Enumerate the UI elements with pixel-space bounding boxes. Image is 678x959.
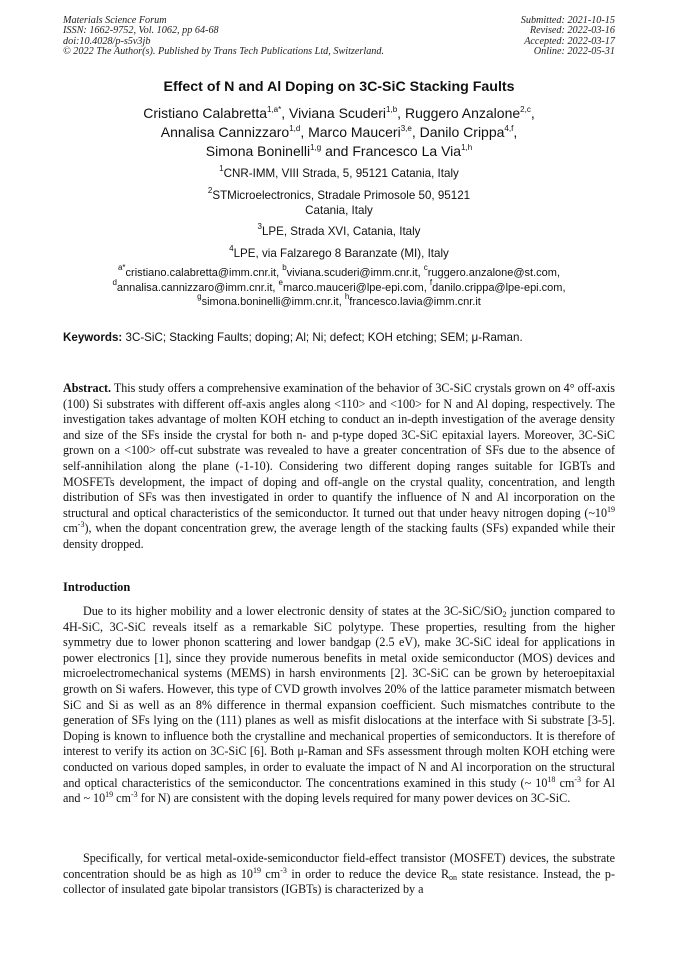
email-link[interactable]: ruggero.anzalone@st.com,	[427, 267, 561, 279]
intro-sup: 19	[252, 865, 261, 875]
abstract-paragraph	[63, 381, 615, 553]
keywords-label: Keywords:	[63, 331, 123, 344]
intro-text: for Al and ~ 10	[63, 775, 615, 806]
journal-name: Materials Science Forum	[63, 15, 167, 26]
email-sup: b	[282, 263, 287, 272]
affil-number: 1	[219, 164, 224, 173]
email-link[interactable]: francesco.lavia@imm.cnr.it	[349, 296, 481, 309]
abstract-sup: 19	[607, 504, 615, 514]
author-separator: ,	[397, 105, 405, 121]
affiliation-2	[0, 186, 678, 218]
author-name: Ruggero Anzalone	[404, 105, 521, 121]
author-affil-sup: 4,f	[504, 124, 514, 134]
author-separator: ,	[411, 124, 420, 141]
author-name: Cristiano Calabretta	[143, 105, 267, 121]
email-line	[0, 263, 678, 281]
doi-line[interactable]: doi:10.4028/p-s5v3jb	[63, 35, 151, 47]
affil-line	[0, 186, 678, 204]
author-affil-sup: 1,h	[461, 143, 473, 153]
author-name: Francesco La Via	[352, 143, 462, 160]
email-sup: h	[344, 292, 350, 302]
affiliation-4	[0, 244, 678, 262]
affil-text: LPE, via Falzarego 8 Baranzate (MI), Italy	[233, 247, 449, 260]
intro-text: in order to reduce the device R	[286, 866, 450, 881]
author-name: Danilo Crippa	[419, 124, 505, 141]
affiliation-1	[0, 164, 678, 182]
copyright-line: © 2022 The Author(s). Published by Trans Tech Publications Ltd, Switzerland.	[63, 46, 385, 58]
affil-number: 4	[229, 244, 234, 253]
author-name: Simona Boninelli	[205, 143, 311, 160]
intro-sub: on	[449, 872, 458, 882]
author-line-1	[0, 104, 678, 123]
intro-text: junction compared to 4H-SiC, 3C-SiC reveals itself as a remarkable SiC polytype. These properties, resulting from the higher symmetry due to lower phonon scattering and lower bandgap (2.5 eV), make 3C-SiC ideal for applications in power electronics [1], since they provide numerous benefits in metal oxide semiconductor (MOS) devices and microelectromechanical systems (MEMS) in harsh environments [2]. 3C-SiC can be grown by heteroepitaxial growth on Si wafers. However, this type of CVD growth involves 20% of the lattice parameter mismatch between SiC and Si as well as an 8% difference in thermal expansion coefficient. Such mismatches contribute to the generation of SFs lying on the (111) planes as well as misfit dislocations at the interface with Si substrate [3-5]. Doping is known to influence both the crystalline and mechanical properties of semiconductors. It is therefore of interest to verify its action on 3C-SiC [6]. Both μ-Raman and SFs assessment through molten KOH etching were conducted on various doped samples, in order to evaluate the impact of N and Al incorporation on the structural and optical characteristics of the semiconductor. The concentrations examined in this study (~ 10	[63, 604, 615, 790]
email-line	[0, 277, 678, 296]
abstract-text: This study offers a comprehensive examination of the behavior of 3C-SiC crystals grown on 4° off-axis (100) Si substrates with different off-axis angles along <110> and <100> for N and Al doping, respectively. The investigation takes advantage of molten KOH etching to conduct an in-depth investigation of the average density and size of the SFs inside the crystal for both n- and p-type doped 3C-SiC epitaxial layers. Moreover, 3C-SiC grown on a <100> off-cut substrate was revealed to have a greater concentration of SFs due to the absence of self-annihilation along the plane (-1-10). Considering two different doping ranges suitable for IGBTs and MOSFETs development, the impact of doping and off-angle on the crystal quality, concentration, and length distribution of SFs was then investigated in order to quantify the influence of N and Al incorporation on the structural and optical characteristics of the semiconductor. It turned out that under heavy nitrogen doping (~10	[63, 381, 615, 520]
email-sup: g	[197, 292, 202, 302]
affiliation-3	[0, 222, 678, 240]
author-affil-sup: 1,g	[310, 143, 322, 153]
intro-text: Specifically, for vertical metal-oxide-semiconductor field-effect transistor (MOSFET) devices, the substrate concentration should be as high as 10	[63, 851, 615, 881]
author-affil-sup: 2,c	[520, 105, 531, 114]
issn-line: ISSN: 1662-9752, Vol. 1062, pp 64-68	[63, 25, 219, 37]
email-sup: e	[278, 277, 283, 287]
author-name: Annalisa Cannizzaro	[160, 124, 290, 141]
intro-paragraph-2	[63, 851, 615, 898]
author-separator: and	[321, 143, 353, 160]
affil-text: LPE, Strada XVI, Catania, Italy	[261, 225, 421, 238]
revised-date: Revised: 2022-03-16	[529, 25, 615, 37]
intro-sub: 2	[502, 610, 507, 619]
keywords-text: 3C-SiC; Stacking Faults; doping; Al; Ni; defect; KOH etching; SEM; μ-Raman.	[122, 331, 523, 344]
author-separator: ,	[530, 105, 535, 121]
affil-number: 2	[207, 186, 213, 195]
abstract-label: Abstract.	[63, 381, 112, 395]
submitted-date: Submitted: 2021-10-15	[520, 15, 615, 26]
author-affil-sup: 1,d	[289, 124, 301, 134]
author-affil-sup: 1,a*	[267, 105, 282, 114]
intro-sup: 19	[105, 790, 114, 800]
email-link[interactable]: marco.mauceri@lpe-epi.com,	[282, 281, 430, 294]
email-link[interactable]: danilo.crippa@lpe-epi.com,	[432, 281, 566, 294]
author-affil-sup: 3,e	[400, 124, 412, 134]
author-line-2	[0, 123, 678, 142]
author-separator: ,	[513, 124, 518, 141]
email-link[interactable]: annalisa.cannizzaro@imm.cnr.it,	[116, 281, 279, 294]
email-link[interactable]: simona.boninelli@imm.cnr.it,	[201, 296, 345, 309]
author-affil-sup: 1,b	[386, 105, 398, 114]
author-name: Marco Mauceri	[308, 124, 401, 141]
email-sup: d	[112, 277, 117, 287]
author-separator: ,	[281, 105, 290, 121]
author-name: Viviana Scuderi	[289, 105, 387, 121]
intro-sup: -3	[574, 774, 582, 784]
email-line	[0, 292, 678, 310]
accepted-date: Accepted: 2022-03-17	[524, 35, 615, 47]
abstract-sup: -3	[77, 520, 85, 530]
affil-text: STMicroelectronics, Stradale Primosole 50, 95121	[212, 189, 471, 202]
email-sup: c	[423, 263, 428, 272]
intro-sup: -3	[130, 790, 138, 800]
intro-text: cm	[113, 791, 131, 806]
email-link[interactable]: viviana.scuderi@imm.cnr.it,	[286, 267, 424, 279]
email-sup: f	[429, 277, 433, 287]
affil-text: CNR-IMM, VIII Strada, 5, 95121 Catania, Italy	[223, 167, 459, 180]
intro-text: for N) are consistent with the doping levels required for many power devices on 3C-SiC.	[137, 791, 571, 806]
intro-text: cm	[555, 775, 575, 790]
journal-header-right	[521, 16, 615, 58]
email-list	[0, 263, 678, 310]
online-date: Online: 2022-05-31	[533, 46, 615, 58]
paper-title: Effect of N and Al Doping on 3C-SiC Stacking Faults	[163, 79, 515, 95]
affil-number: 3	[257, 222, 262, 231]
author-line-3	[0, 142, 678, 161]
intro-paragraph-1	[63, 604, 615, 807]
journal-header-left	[63, 16, 384, 58]
email-link[interactable]: cristiano.calabretta@imm.cnr.it,	[125, 267, 283, 279]
intro-sup: -3	[280, 865, 287, 875]
abstract-text: cm	[63, 521, 78, 536]
keywords-line	[63, 331, 615, 344]
intro-text: cm	[260, 866, 281, 881]
author-list	[0, 104, 678, 162]
intro-text: state resistance. Instead, the p-collector of insulated gate bipolar transistors (IGBTs) is characterized by a	[63, 866, 615, 897]
section-heading-introduction: Introduction	[63, 580, 131, 594]
intro-text: Due to its higher mobility and a lower electronic density of states at the 3C-SiC/SiO	[83, 604, 503, 618]
intro-sup: 18	[547, 774, 556, 784]
author-separator: ,	[300, 124, 309, 141]
affil-line: Catania, Italy	[305, 203, 373, 217]
email-sup: a*	[117, 263, 126, 272]
abstract-text: ), when the dopant concentration grew, the average length of the stacking faults (SFs) expanded while their density dropped.	[63, 521, 615, 551]
